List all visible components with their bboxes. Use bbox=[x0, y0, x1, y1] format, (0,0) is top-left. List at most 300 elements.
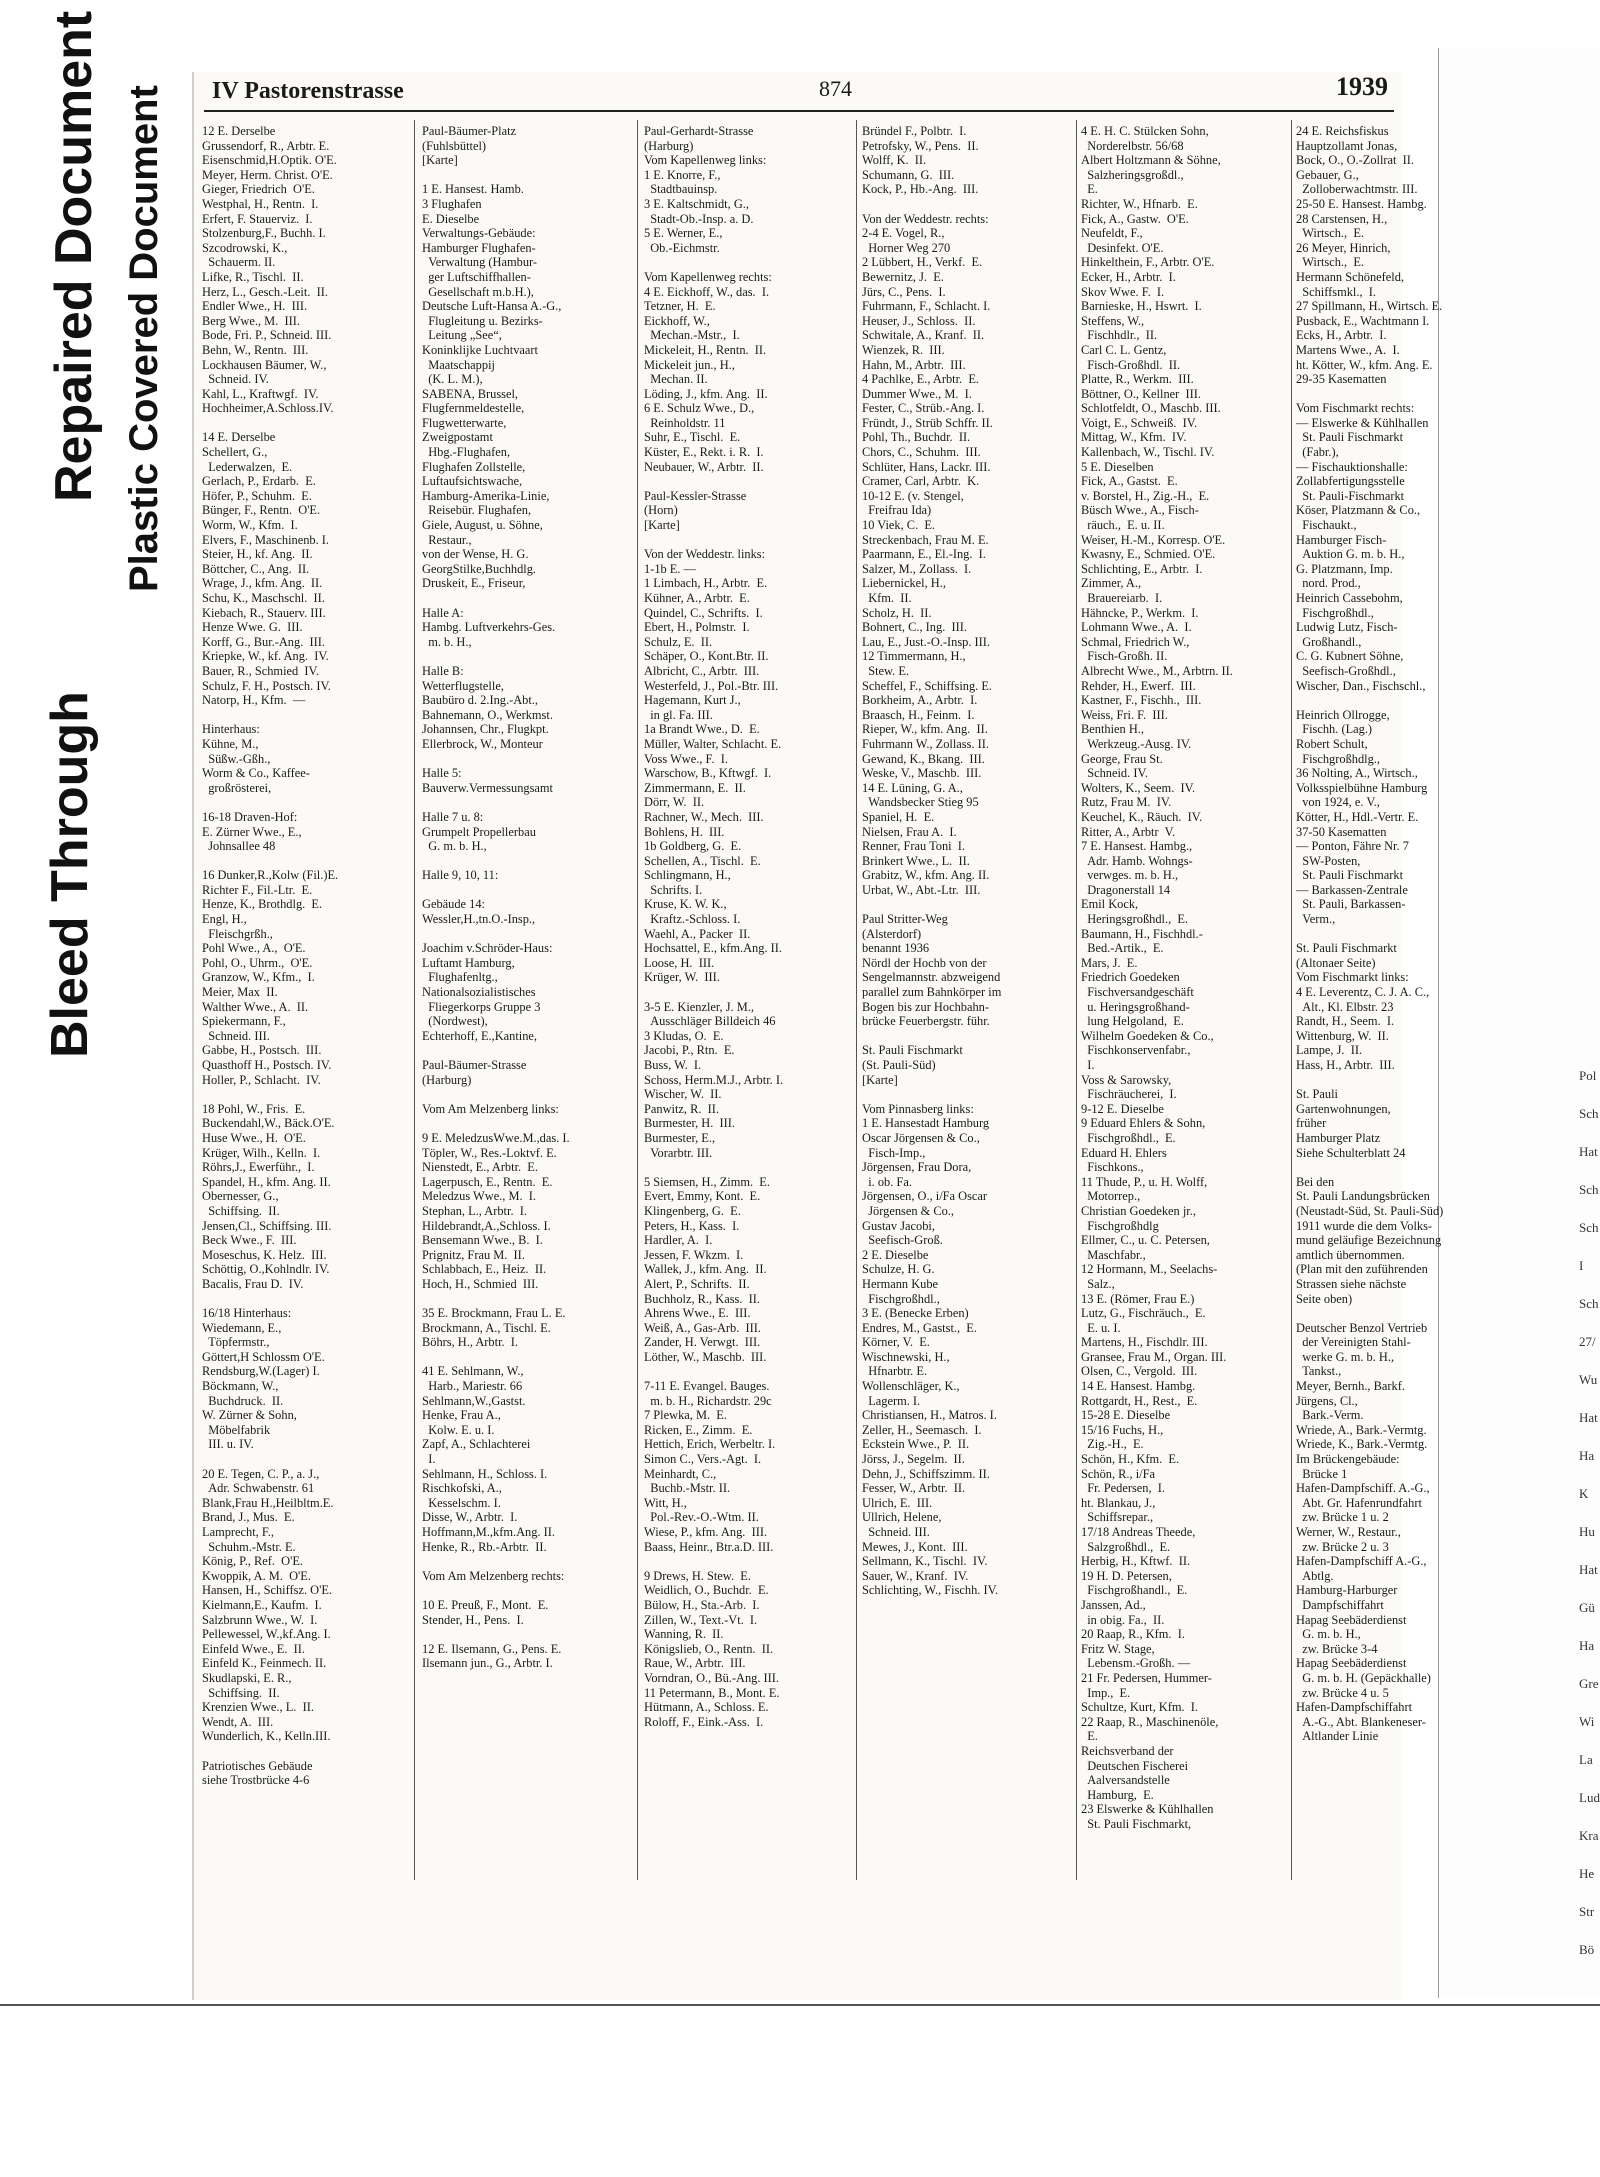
directory-line: St. Pauli Landungsbrücken bbox=[1296, 1189, 1430, 1204]
directory-line: Berg Wwe., M. III. bbox=[202, 313, 300, 328]
directory-line: Henze Wwe. G. III. bbox=[202, 620, 303, 635]
edge-fragment: Wi bbox=[1579, 1714, 1595, 1729]
directory-line: Kielmann,E., Kaufm. I. bbox=[202, 1597, 322, 1612]
directory-line: Fleischgrßh., bbox=[202, 926, 273, 941]
directory-line: Jacobi, P., Rtn. E. bbox=[644, 1043, 735, 1058]
directory-line: Zimmermann, E. II. bbox=[644, 780, 746, 795]
directory-line bbox=[862, 1029, 1072, 1044]
directory-line: Henke, Frau A., bbox=[422, 1408, 501, 1423]
directory-line: Tankst., bbox=[1296, 1364, 1342, 1379]
edge-fragment: He bbox=[1579, 1866, 1595, 1881]
edge-fragment: Sch bbox=[1579, 1106, 1599, 1121]
directory-line: Gebäude 14: bbox=[422, 897, 485, 912]
directory-line: Jörgensen, Frau Dora, bbox=[862, 1160, 972, 1175]
directory-line: Erfert, F. Stauerviz. I. bbox=[202, 211, 313, 226]
directory-line: Brauereiarb. I. bbox=[1081, 591, 1163, 605]
directory-line: Zolloberwachtmstr. III. bbox=[1296, 182, 1418, 197]
directory-line: Sehlmann, H., Schloss. I. bbox=[422, 1466, 548, 1481]
directory-line: großrösterei, bbox=[202, 780, 272, 795]
directory-line: Gabbe, H., Postsch. III. bbox=[202, 1043, 322, 1058]
directory-line: 9 E. MeledzusWwe.M.,das. I. bbox=[422, 1130, 570, 1145]
directory-line: Vom Kapellenweg rechts: bbox=[644, 269, 772, 284]
directory-line bbox=[644, 985, 852, 1000]
directory-line: Olsen, C., Vergold. III. bbox=[1081, 1364, 1198, 1379]
directory-line: Schneid. IV. bbox=[202, 372, 269, 387]
directory-line: St. Pauli bbox=[1296, 1087, 1338, 1102]
directory-line: Ullrich, Helene, bbox=[862, 1510, 942, 1525]
directory-line: 41 E. Sehlmann, W., bbox=[422, 1364, 524, 1379]
directory-line: Paarmann, E., El.-Ing. I. bbox=[862, 547, 986, 562]
directory-line: Fischaukt., bbox=[1296, 518, 1357, 533]
directory-line: Stolzenburg,F., Buchh. I. bbox=[202, 226, 326, 241]
directory-line: Herbig, H., Kftwf. II. bbox=[1081, 1554, 1191, 1569]
directory-line: Hansen, H., Schiffsz. O'E. bbox=[202, 1583, 333, 1598]
directory-line: Stew. E. bbox=[862, 663, 910, 678]
directory-line: Natorp, H., Kfm. — bbox=[202, 693, 306, 708]
edge-fragment: Wu bbox=[1579, 1372, 1598, 1387]
directory-line: Wischer, Dan., Fischschl., bbox=[1296, 678, 1426, 693]
edge-fragment: Pol bbox=[1579, 1068, 1597, 1083]
directory-line: Schlotfeldt, O., Maschb. III. bbox=[1081, 401, 1221, 416]
directory-line: Granzow, W., Kfm., I. bbox=[202, 970, 315, 985]
directory-line: Eduard H. Ehlers bbox=[1081, 1145, 1167, 1160]
directory-line: Hauptzollamt Jonas, bbox=[1296, 138, 1398, 153]
directory-line: Müller, Walter, Schlacht. E. bbox=[644, 736, 782, 751]
directory-line: siehe Trostbrücke 4-6 bbox=[202, 1773, 310, 1788]
directory-line bbox=[422, 883, 632, 898]
directory-line: Heinrich Cassebohm, bbox=[1296, 591, 1403, 605]
directory-line: von 1924, e. V., bbox=[1296, 795, 1380, 810]
directory-line: Wittenburg, W. II. bbox=[1296, 1028, 1389, 1043]
directory-line: 29-35 Kasematten bbox=[1296, 372, 1387, 387]
directory-line: 1 Limbach, H., Arbtr. E. bbox=[644, 576, 768, 591]
directory-line: in obig. Fa., II. bbox=[1081, 1612, 1165, 1627]
directory-line: Friedrich Goedeken bbox=[1081, 970, 1180, 985]
directory-line: (St. Pauli-Süd) bbox=[862, 1058, 936, 1072]
directory-line: Johnsallee 48 bbox=[202, 839, 276, 854]
directory-line: Deutschen Fischerei bbox=[1081, 1758, 1189, 1773]
directory-line: Schu, K., Maschschl. II. bbox=[202, 591, 325, 605]
directory-line: GeorgStilke,Buchhdlg. bbox=[422, 561, 537, 576]
directory-line: Stadt-Ob.-Insp. a. D. bbox=[644, 211, 754, 226]
directory-line: 4 E. Eickhoff, W., das. I. bbox=[644, 284, 770, 299]
directory-line: Adr. Hamb. Wohngs- bbox=[1081, 853, 1193, 868]
directory-line: Gerlach, P., Erdarb. E. bbox=[202, 474, 316, 489]
directory-line: Carl C. L. Gentz, bbox=[1081, 342, 1167, 357]
directory-line: Fischgroßhandl., E. bbox=[1081, 1583, 1188, 1598]
directory-line: Flugwetterwarte, bbox=[422, 415, 507, 430]
directory-line: Roloff, F., Eink.-Ass. I. bbox=[644, 1714, 764, 1729]
directory-line: Fr. Pedersen, I. bbox=[1081, 1481, 1165, 1496]
directory-line bbox=[422, 927, 632, 942]
directory-line: Bensemann Wwe., B. I. bbox=[422, 1233, 543, 1248]
directory-line: Voss & Sarowsky, bbox=[1081, 1072, 1172, 1087]
directory-line: Motorrep., bbox=[1081, 1189, 1141, 1204]
directory-line: zw. Brücke 3-4 bbox=[1296, 1641, 1378, 1656]
directory-line: Korff, G., Bur.-Ang. III. bbox=[202, 634, 325, 649]
directory-line: Kötter, H., Hdl.-Vertr. E. bbox=[1296, 809, 1419, 824]
directory-line: Scholz, H. II. bbox=[862, 605, 932, 620]
directory-line: Jürs, C., Pens. I. bbox=[862, 284, 946, 299]
directory-line: Kwasny, E., Schmied. O'E. bbox=[1081, 547, 1216, 562]
directory-line: Schäper, O., Kont.Btr. II. bbox=[644, 649, 769, 664]
edge-fragment: K bbox=[1579, 1486, 1589, 1501]
directory-line: Fisch-Imp., bbox=[862, 1145, 926, 1160]
directory-line: Bode, Fri. P., Schneid. III. bbox=[202, 328, 332, 343]
directory-line: Wrage, J., kfm. Ang. II. bbox=[202, 576, 323, 591]
directory-line: Ulrich, E. III. bbox=[862, 1495, 933, 1510]
directory-line: Grussendorf, R., Arbtr. E. bbox=[202, 138, 330, 153]
directory-line: Ellerbrock, W., Monteur bbox=[422, 736, 543, 751]
directory-line: [Karte] bbox=[644, 518, 680, 533]
directory-line: Jörss, J., Segelm. II. bbox=[862, 1452, 965, 1467]
directory-line: Schumann, G. III. bbox=[862, 167, 955, 182]
directory-line: Buchb.-Mstr. II. bbox=[644, 1481, 731, 1496]
directory-line: Nationalsozialistisches bbox=[422, 985, 536, 1000]
directory-line: Fisch-Großh. II. bbox=[1081, 649, 1168, 664]
directory-line: Abt. Gr. Hafenrundfahrt bbox=[1296, 1495, 1422, 1510]
directory-line: Ob.-Eichmstr. bbox=[644, 240, 720, 255]
directory-line bbox=[862, 897, 1072, 912]
directory-line: Fick, A., Gastst. E. bbox=[1081, 474, 1178, 489]
directory-line: Tetzner, H. E. bbox=[644, 299, 716, 314]
directory-line: 4 E. Leverentz, C. J. A. C., bbox=[1296, 985, 1430, 1000]
directory-line: Kastner, F., Fischh., III. bbox=[1081, 693, 1202, 708]
directory-line: Gesellschaft m.b.H.), bbox=[422, 284, 534, 299]
directory-line: Volksspielbühne Hamburg bbox=[1296, 780, 1428, 795]
directory-line: Barnieske, H., Hswrt. I. bbox=[1081, 299, 1202, 314]
directory-line: Dörr, W. II. bbox=[644, 795, 705, 810]
directory-line: brücke Feuerbergstr. führ. bbox=[862, 1014, 990, 1029]
directory-line: Stephan, L., Arbtr. I. bbox=[422, 1203, 527, 1218]
directory-line: Hähncke, P., Werkm. I. bbox=[1081, 605, 1199, 620]
directory-line: Ausschläger Billdeich 46 bbox=[644, 1014, 776, 1029]
directory-line bbox=[422, 854, 632, 869]
directory-line: Schellert, G., bbox=[202, 445, 268, 460]
directory-line: Schulze, H. G. bbox=[862, 1262, 935, 1277]
directory-line: Blank,Frau H.,Heilbltm.E. bbox=[202, 1495, 334, 1510]
directory-line: Schneid. IV. bbox=[1081, 766, 1148, 781]
directory-line: 1 E. Hansestadt Hamburg bbox=[862, 1116, 990, 1131]
directory-line: Salzgroßhdl., E. bbox=[1081, 1539, 1171, 1554]
directory-line: Kriepke, W., kf. Ang. IV. bbox=[202, 649, 329, 664]
directory-line: Gebauer, G., bbox=[1296, 167, 1359, 182]
directory-line: Lagerpusch, E., Rentn. E. bbox=[422, 1174, 553, 1189]
directory-line bbox=[1296, 1073, 1502, 1088]
directory-line bbox=[422, 1583, 632, 1598]
directory-line: 4 Pachlke, E., Arbtr. E. bbox=[862, 372, 980, 387]
directory-line bbox=[202, 1292, 410, 1307]
directory-line: Hermann Kube bbox=[862, 1276, 939, 1291]
directory-line bbox=[422, 1087, 632, 1102]
directory-line: Weiser, H.-M., Korresp. O'E. bbox=[1081, 532, 1226, 547]
directory-line: Lamprecht, F., bbox=[202, 1525, 274, 1539]
directory-line: SABENA, Brussel, bbox=[422, 386, 519, 401]
directory-line: SW-Posten, bbox=[1296, 853, 1361, 868]
directory-line: George, Frau St. bbox=[1081, 751, 1163, 766]
directory-line: Wriede, K., Bark.-Vermtg. bbox=[1296, 1437, 1428, 1452]
directory-line: (Altonaer Seite) bbox=[1296, 955, 1376, 970]
directory-line: 19 H. D. Petersen, bbox=[1081, 1568, 1172, 1583]
directory-line: St. Pauli-Fischmarkt bbox=[1296, 488, 1405, 503]
directory-line: Emil Kock, bbox=[1081, 897, 1139, 912]
directory-line: Fester, C., Strüb.-Ang. I. bbox=[862, 401, 985, 416]
directory-line bbox=[1296, 927, 1502, 942]
directory-line: St. Pauli Fischmarkt bbox=[1296, 941, 1397, 956]
directory-line: Wriede, A., Bark.-Vermtg. bbox=[1296, 1422, 1427, 1437]
directory-line: 6 E. Schulz Wwe., D., bbox=[644, 401, 755, 416]
directory-line: 20 E. Tegen, C. P., a. J., bbox=[202, 1466, 320, 1481]
directory-line: E. bbox=[1081, 182, 1098, 197]
directory-line: Harb., Mariestr. 66 bbox=[422, 1379, 523, 1394]
directory-line: Kraftz.-Schloss. I. bbox=[644, 912, 741, 927]
directory-line: Vom Pinnasberg links: bbox=[862, 1101, 974, 1116]
directory-line: 13 E. (Römer, Frau E.) bbox=[1081, 1291, 1195, 1306]
directory-line: G. m. b. H., bbox=[1296, 1627, 1361, 1642]
directory-line: 5 E. Werner, E., bbox=[644, 226, 723, 241]
directory-line: 2-4 E. Vogel, R., bbox=[862, 226, 945, 241]
directory-line: 21 Fr. Pedersen, Hummer- bbox=[1081, 1670, 1212, 1685]
directory-line: Desinfekt. O'E. bbox=[1081, 240, 1164, 255]
directory-line: Schlichting, E., Arbtr. I. bbox=[1081, 561, 1203, 576]
directory-line: Paul Stritter-Weg bbox=[862, 912, 948, 927]
directory-line: Waehl, A., Packer II. bbox=[644, 926, 751, 941]
directory-line: Schuhm.-Mstr. E. bbox=[202, 1539, 296, 1554]
directory-line: Rendsburg,W.(Lager) I. bbox=[202, 1364, 320, 1379]
directory-line: Schmal, Friedrich W., bbox=[1081, 634, 1190, 649]
directory-line bbox=[644, 1364, 852, 1379]
column-separator bbox=[414, 120, 415, 1880]
directory-line: Süßw.-Gßh., bbox=[202, 751, 271, 766]
directory-line: Fischgroßhdl., bbox=[862, 1291, 940, 1306]
directory-line: 1 E. Knorre, F., bbox=[644, 167, 721, 182]
directory-line: Schlichting, W., Fischh. IV. bbox=[862, 1583, 999, 1598]
directory-line: Grumpelt Propellerbau bbox=[422, 824, 536, 839]
directory-line: Lagerm. I. bbox=[862, 1393, 921, 1408]
directory-line: Wendt, A. III. bbox=[202, 1714, 274, 1729]
directory-line: (Neustadt-Süd, St. Pauli-Süd) bbox=[1296, 1203, 1444, 1218]
directory-line: Fesser, W., Arbtr. II. bbox=[862, 1481, 966, 1496]
directory-line: Weske, V., Maschb. III. bbox=[862, 766, 982, 781]
directory-line: Vorarbtr. III. bbox=[644, 1145, 713, 1160]
directory-line: Salzer, M., Zollass. I. bbox=[862, 561, 972, 576]
directory-line: Stender, H., Pens. I. bbox=[422, 1612, 524, 1627]
directory-line: Halle 7 u. 8: bbox=[422, 809, 484, 824]
directory-line bbox=[644, 255, 852, 270]
header-rule bbox=[204, 110, 1394, 112]
directory-line: Bünger, F., Rentn. O'E. bbox=[202, 503, 321, 518]
directory-line: Halle 5: bbox=[422, 766, 462, 781]
directory-line: Prignitz, Frau M. II. bbox=[422, 1247, 525, 1262]
directory-line: ger Luftschiffhallen- bbox=[422, 269, 531, 284]
directory-line: Hinkelthein, F., Arbtr. O'E. bbox=[1081, 255, 1215, 270]
directory-line: Kruse, K. W. K., bbox=[644, 897, 727, 912]
directory-line: Weidlich, O., Buchdr. E. bbox=[644, 1583, 769, 1598]
directory-line: 17/18 Andreas Theede, bbox=[1081, 1525, 1196, 1539]
directory-line: Hardler, A. I. bbox=[644, 1233, 713, 1248]
directory-line: Skov Wwe. F. I. bbox=[1081, 284, 1165, 299]
directory-line: Schlüter, Hans, Lackr. III. bbox=[862, 459, 991, 474]
directory-line: Nienstedt, E., Arbtr. E. bbox=[422, 1160, 538, 1175]
directory-line: Klingenberg, G. E. bbox=[644, 1203, 741, 1218]
directory-line: nord. Prod., bbox=[1296, 576, 1361, 591]
directory-line: 15-28 E. Dieselbe bbox=[1081, 1408, 1171, 1423]
directory-line: Benthien H., bbox=[1081, 722, 1144, 737]
directory-line: Böttner, O., Kellner III. bbox=[1081, 386, 1201, 401]
directory-line: Voigt, E., Schweiß. IV. bbox=[1081, 415, 1198, 430]
directory-line: ht. Kötter, W., kfm. Ang. E. bbox=[1296, 357, 1433, 372]
directory-line: Bei den bbox=[1296, 1174, 1335, 1189]
directory-line: Reichsverband der bbox=[1081, 1743, 1174, 1758]
directory-line: E. u. I. bbox=[1081, 1320, 1121, 1335]
directory-line: 36 Nolting, A., Wirtsch., bbox=[1296, 766, 1418, 781]
directory-line: 27 Spillmann, H., Wirtsch. E. bbox=[1296, 299, 1443, 314]
directory-line: 25-50 E. Hansest. Hambg. bbox=[1296, 196, 1427, 211]
directory-line: Bewernitz, J. E. bbox=[862, 269, 944, 284]
directory-line: 15/16 Fuchs, H., bbox=[1081, 1422, 1164, 1437]
directory-line: Steier, H., kf. Ang. II. bbox=[202, 547, 313, 562]
directory-line: Panwitz, R. II. bbox=[644, 1101, 720, 1116]
directory-line: Chors, C., Schuhm. III. bbox=[862, 445, 981, 460]
directory-line: Pol.-Rev.-O.-Wtm. II. bbox=[644, 1510, 759, 1525]
directory-line: benannt 1936 bbox=[862, 941, 930, 956]
directory-line: Oscar Jörgensen & Co., bbox=[862, 1130, 980, 1145]
directory-line: Renner, Frau Toni I. bbox=[862, 839, 966, 854]
directory-line: Hafen-Dampfschiff A.-G., bbox=[1296, 1554, 1427, 1569]
directory-line: Hamburg, E. bbox=[1081, 1787, 1154, 1802]
directory-line bbox=[422, 649, 632, 664]
directory-line: Schöttig, O.,Kohlndlr. IV. bbox=[202, 1262, 330, 1277]
directory-line: Göttert,H Schlossm O'E. bbox=[202, 1349, 325, 1364]
directory-line: Küster, E., Rekt. i. R. I. bbox=[644, 445, 764, 460]
directory-line: Fuhrmann, F., Schlacht. I. bbox=[862, 299, 991, 314]
directory-line: Bauverw.Vermessungsamt bbox=[422, 780, 553, 795]
directory-line: Werkzeug.-Ausg. IV. bbox=[1081, 736, 1192, 751]
directory-line: Von der Weddestr. links: bbox=[644, 547, 766, 562]
directory-line: Körner, V. E. bbox=[862, 1335, 930, 1350]
directory-line: Ebert, H., Polmstr. I. bbox=[644, 620, 750, 635]
directory-line: Flughafen Zollstelle, bbox=[422, 459, 526, 474]
directory-line: Schauerm. II. bbox=[202, 255, 276, 270]
directory-line: Bock, O., O.-Zollrat II. bbox=[1296, 153, 1415, 168]
directory-line: Fischh. (Lag.) bbox=[1296, 722, 1373, 737]
directory-line: Jörgensen, O., i/Fa Oscar bbox=[862, 1189, 988, 1204]
directory-line: Rieper, W., kfm. Ang. II. bbox=[862, 722, 988, 737]
directory-line: Richter, W., Hfnarb. E. bbox=[1081, 196, 1198, 211]
directory-line: Spaniel, H. E. bbox=[862, 809, 935, 824]
directory-line: Meyer, Herm. Christ. O'E. bbox=[202, 167, 333, 182]
directory-line: Pohl, Th., Buchdr. II. bbox=[862, 430, 971, 445]
directory-line: Siehe Schulterblatt 24 bbox=[1296, 1145, 1406, 1160]
directory-line: 10 E. Preuß, F., Mont. E. bbox=[422, 1597, 549, 1612]
directory-line: Evert, Emmy, Kont. E. bbox=[644, 1189, 761, 1204]
directory-line: E. Dieselbe bbox=[422, 211, 480, 226]
directory-line: Krüger, Wilh., Kelln. I. bbox=[202, 1145, 321, 1160]
directory-line bbox=[202, 795, 410, 810]
directory-line: Moseschus, K. Helz. III. bbox=[202, 1247, 327, 1262]
directory-line: Restaur., bbox=[422, 532, 472, 547]
directory-line: Bohnert, C., Ing. III. bbox=[862, 620, 967, 635]
directory-line: Fischhdlr., II. bbox=[1081, 328, 1158, 343]
directory-line: Kahl, L., Kraftwgf. IV. bbox=[202, 386, 319, 401]
directory-line: Worm, W., Kfm. I. bbox=[202, 518, 298, 533]
directory-line: Seefisch-Groß. bbox=[862, 1233, 943, 1248]
directory-line: Pohl, O., Uhrm., O'E. bbox=[202, 955, 313, 970]
directory-line: Schön, R., i/Fa bbox=[1081, 1466, 1156, 1481]
directory-line: u. Heringsgroßhand- bbox=[1081, 999, 1190, 1014]
directory-line: Gieger, Friedrich O'E. bbox=[202, 182, 315, 197]
directory-line: C. G. Kubnert Söhne, bbox=[1296, 649, 1404, 664]
directory-line: Kwoppik, A. M. O'E. bbox=[202, 1568, 311, 1583]
directory-line: Norderelbstr. 56/68 bbox=[1081, 138, 1184, 153]
directory-line: Patriotisches Gebäude bbox=[202, 1758, 313, 1773]
directory-line: Abtlg. bbox=[1296, 1568, 1334, 1583]
directory-line: 37-50 Kasematten bbox=[1296, 824, 1387, 839]
directory-line: Endler Wwe., H. III. bbox=[202, 299, 308, 314]
directory-line bbox=[1296, 693, 1502, 708]
directory-line: Hamburg-Harburger bbox=[1296, 1583, 1398, 1598]
directory-line: 1a Brandt Wwe., D. E. bbox=[644, 722, 760, 737]
directory-line: Seefisch-Großhdl., bbox=[1296, 663, 1396, 678]
directory-line: 35 E. Brockmann, Frau L. E. bbox=[422, 1306, 566, 1321]
directory-line: Fuhrmann W., Zollass. II. bbox=[862, 736, 989, 751]
directory-line: Pellewessel, W.,kf.Ang. I. bbox=[202, 1627, 331, 1642]
directory-line: Schwitale, A., Kranf. II. bbox=[862, 328, 985, 343]
directory-line: Neufeldt, F., bbox=[1081, 226, 1143, 241]
directory-line: Hagemann, Kurt J., bbox=[644, 693, 741, 708]
edge-fragment: 27/ bbox=[1579, 1334, 1596, 1349]
directory-line: Jörgensen & Co., bbox=[862, 1203, 955, 1218]
directory-line: Meier, Max II. bbox=[202, 985, 278, 1000]
directory-line: Johannsen, Chr., Flugkpt. bbox=[422, 722, 549, 737]
directory-line: 1 E. Hansest. Hamb. bbox=[422, 182, 524, 197]
directory-line: Borkheim, A., Arbtr. I. bbox=[862, 693, 978, 708]
directory-line: (Plan mit den zuführenden bbox=[1296, 1262, 1428, 1277]
directory-line: Ellmer, C., u. C. Petersen, bbox=[1081, 1233, 1210, 1248]
directory-line: Buckendahl,W., Bäck.O'E. bbox=[202, 1116, 335, 1131]
directory-line: Gustav Jacobi, bbox=[862, 1218, 935, 1233]
directory-line bbox=[422, 168, 632, 183]
directory-line: St. Pauli Fischmarkt bbox=[1296, 868, 1404, 883]
directory-line: Richter F., Fil.-Ltr. E. bbox=[202, 882, 313, 897]
directory-line: Janssen, Ad., bbox=[1081, 1597, 1146, 1612]
directory-line: Engl, H., bbox=[202, 912, 247, 927]
directory-line: Wetterflugstelle, bbox=[422, 678, 504, 693]
directory-line: Kallenbach, W., Tischl. IV. bbox=[1081, 445, 1215, 460]
directory-line: Nielsen, Frau A. I. bbox=[862, 824, 957, 839]
directory-line bbox=[202, 416, 410, 431]
directory-line: Höfer, P., Schuhm. E. bbox=[202, 488, 312, 503]
directory-line: 18 Pohl, W., Fris. E. bbox=[202, 1101, 306, 1116]
directory-line: Bed.-Artik., E. bbox=[1081, 941, 1164, 956]
scan-bottom-edge bbox=[0, 2004, 1600, 2006]
directory-line: Adr. Schwabenstr. 61 bbox=[202, 1481, 315, 1496]
directory-line: Rottgardt, H., Rest., E. bbox=[1081, 1393, 1198, 1408]
directory-line: Aalversandstelle bbox=[1081, 1773, 1170, 1788]
directory-line: Fischgroßhdlg., bbox=[1296, 751, 1380, 766]
directory-line: 1911 wurde die dem Volks- bbox=[1296, 1218, 1433, 1233]
directory-line: Zimmer, A., bbox=[1081, 576, 1142, 591]
directory-line: Gartenwohnungen, bbox=[1296, 1101, 1391, 1116]
directory-line: Auktion G. m. b. H., bbox=[1296, 547, 1405, 562]
directory-line: räuch., E. u. II. bbox=[1081, 518, 1165, 533]
edge-fragment: Hat bbox=[1579, 1144, 1598, 1159]
directory-line: Hoffmann,M.,kfm.Ang. II. bbox=[422, 1525, 555, 1539]
directory-line: Walther Wwe., A. II. bbox=[202, 999, 309, 1014]
edge-fragment: Str bbox=[1579, 1904, 1595, 1919]
label-plastic-covered: Plastic Covered Document bbox=[122, 85, 166, 592]
directory-line: Ecks, H., Arbtr. I. bbox=[1296, 328, 1387, 343]
